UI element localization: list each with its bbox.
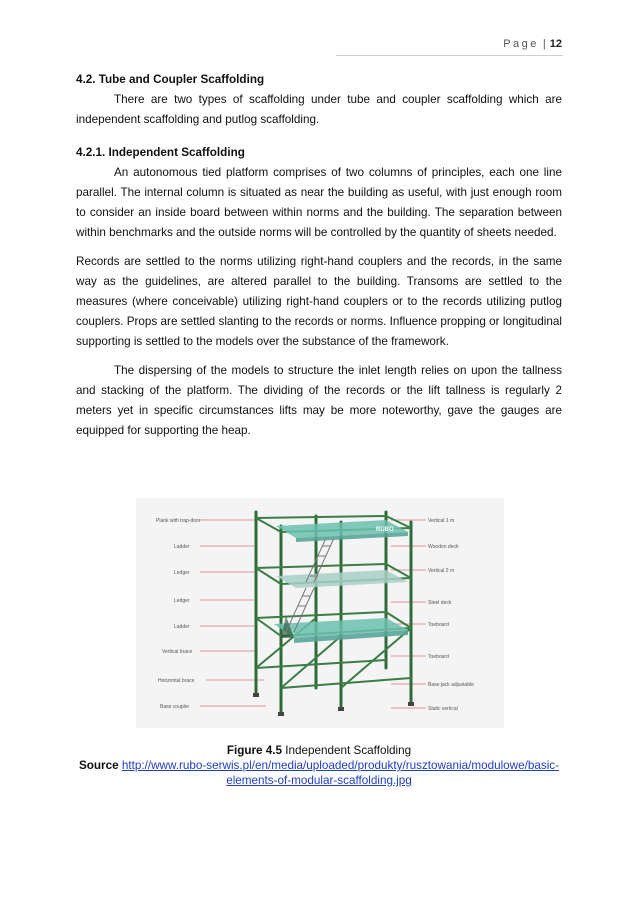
subsection-heading: 4.2.1. Independent Scaffolding bbox=[76, 145, 245, 159]
label-left-8: Base coupler bbox=[160, 704, 190, 710]
label-right-6: Toeboard bbox=[428, 654, 449, 660]
scaffolding-figure bbox=[136, 498, 504, 728]
figure-caption bbox=[76, 743, 562, 788]
label-left-1: Plank with trap-door bbox=[156, 518, 201, 524]
label-left-6: Vertical brace bbox=[162, 649, 193, 655]
label-left-7: Horizontal brace bbox=[158, 678, 195, 684]
label-left-2: Ladder bbox=[174, 544, 190, 550]
header-rule bbox=[336, 55, 563, 56]
label-right-8: Static vertical bbox=[428, 706, 458, 712]
document-body bbox=[76, 70, 562, 441]
scaffolding-illustration bbox=[136, 498, 504, 728]
page-word: Page bbox=[503, 38, 539, 50]
label-right-5: Toeboard bbox=[428, 622, 449, 628]
caption-label: Figure 4.5 bbox=[226, 744, 283, 757]
brand-text: RUBO bbox=[376, 527, 394, 533]
label-right-7: Base jack adjustable bbox=[428, 682, 474, 688]
label-right-1: Vertical 1 m bbox=[428, 518, 455, 524]
paragraph-3: The dispersing of the models to structure the inlet length relies on upon the tallness and stacking of the platform. The dividing of the records or the lift tallness is regularly 2 meters yet in specific circumstances lifts may be more noteworthy, gave the gauges are equipped for supporting the heap. bbox=[76, 363, 562, 438]
page-number: 12 bbox=[549, 38, 562, 50]
label-right-2: Wooden deck bbox=[428, 544, 459, 550]
section-heading: 4.2. Tube and Coupler Scaffolding bbox=[76, 73, 265, 86]
label-left-5: Ladder bbox=[174, 624, 190, 630]
label-right-4: Steel deck bbox=[428, 600, 452, 606]
page-header bbox=[503, 38, 562, 50]
label-left-3: Ledger bbox=[174, 570, 190, 576]
paragraph-1: An autonomous tied platform comprises of two columns of principles, each one line parallel. The internal column is situated as near the building as useful, with just enough room to consider an inside board between within norms and the building. The separation between within benchmarks and the outside norms will be controlled by the quantity of sheets needed. bbox=[76, 165, 562, 240]
source-link[interactable]: http://www.rubo-serwis.pl/en/media/uploaded/produkty/rusztowania/modulowe/basic-elements-of-modular-scaffolding.jpg bbox=[121, 759, 560, 787]
label-left-4: Ledger bbox=[174, 598, 190, 604]
section-intro: There are two types of scaffolding under tube and coupler scaffolding which are independent scaffolding and putlog scaffolding. bbox=[76, 93, 562, 127]
label-right-3: Vertical 2 m bbox=[428, 568, 455, 574]
paragraph-2: Records are settled to the norms utilizing right-hand couplers and the records, in the same way as the guidelines, are altered parallel to the building. Transoms are settled to the measures (where conceivable) utilizing right-hand couplers or to the records utilizing putlog couplers. Props are settled slanting to the records or norms. Influence propping or longitudinal supporting is settled to the models over the substance of the framework. bbox=[76, 254, 562, 349]
page-separator: | bbox=[542, 38, 546, 50]
source-label: Source bbox=[78, 759, 119, 772]
caption-title: Independent Scaffolding bbox=[282, 744, 412, 757]
